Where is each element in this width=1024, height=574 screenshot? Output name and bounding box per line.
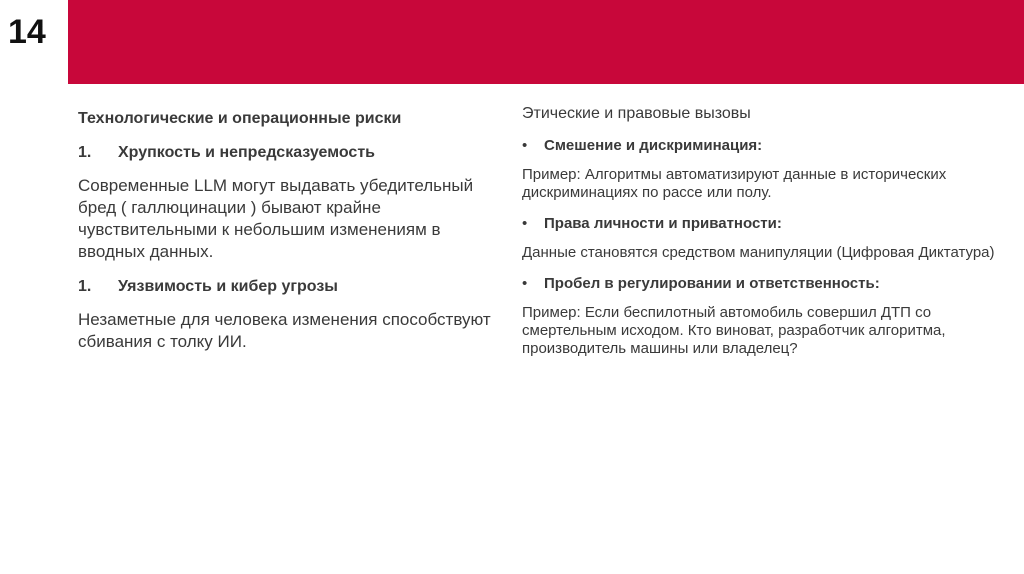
bullet-text: Пример: Алгоритмы автоматизируют данные в исторических дискриминациях по рассе или полу. [522,166,947,201]
bullet-item-privacy [522,214,1012,234]
bullet-icon: • [522,275,528,292]
header-bar [68,0,1024,84]
item-title: Хрупкость и непредсказуемость [118,144,375,161]
bullet-icon: • [522,137,528,154]
left-heading: Технологические и операционные риски [78,110,402,127]
bullet-text: Пример: Если беспилотный автомобиль совершил ДТП со смертельным исходом. Кто виноват, разработчик алгоритма, производитель машины или владелец? [522,304,946,357]
numbered-item-fragility [78,143,508,163]
slide-number: 14 [8,13,46,51]
bullet-text: Данные становятся средством манипуляции (Цифровая Диктатура) [522,244,995,261]
bullet-title: Пробел в регулировании и ответственность: [544,275,880,292]
bullet-item-discrimination [522,136,1012,156]
item-number: 1. [78,278,92,295]
right-column [522,104,1012,358]
numbered-item-vulnerability [78,277,508,297]
item-title: Уязвимость и кибер угрозы [118,278,338,295]
item-text: Современные LLM могут выдавать убедительный бред ( галлюцинации ) бывают крайне чувствительными к небольшим изменениям в вводных данных. [78,176,474,261]
item-text: Незаметные для человека изменения способствуют сбивания с толку ИИ. [78,310,491,351]
bullet-title: Права личности и приватности: [544,215,782,232]
bullet-icon: • [522,215,528,232]
bullet-item-regulation [522,274,1012,294]
item-number: 1. [78,144,92,161]
right-heading: Этические и правовые вызовы [522,105,751,122]
bullet-title: Смешение и дискриминация: [544,137,763,154]
left-column [78,104,508,353]
